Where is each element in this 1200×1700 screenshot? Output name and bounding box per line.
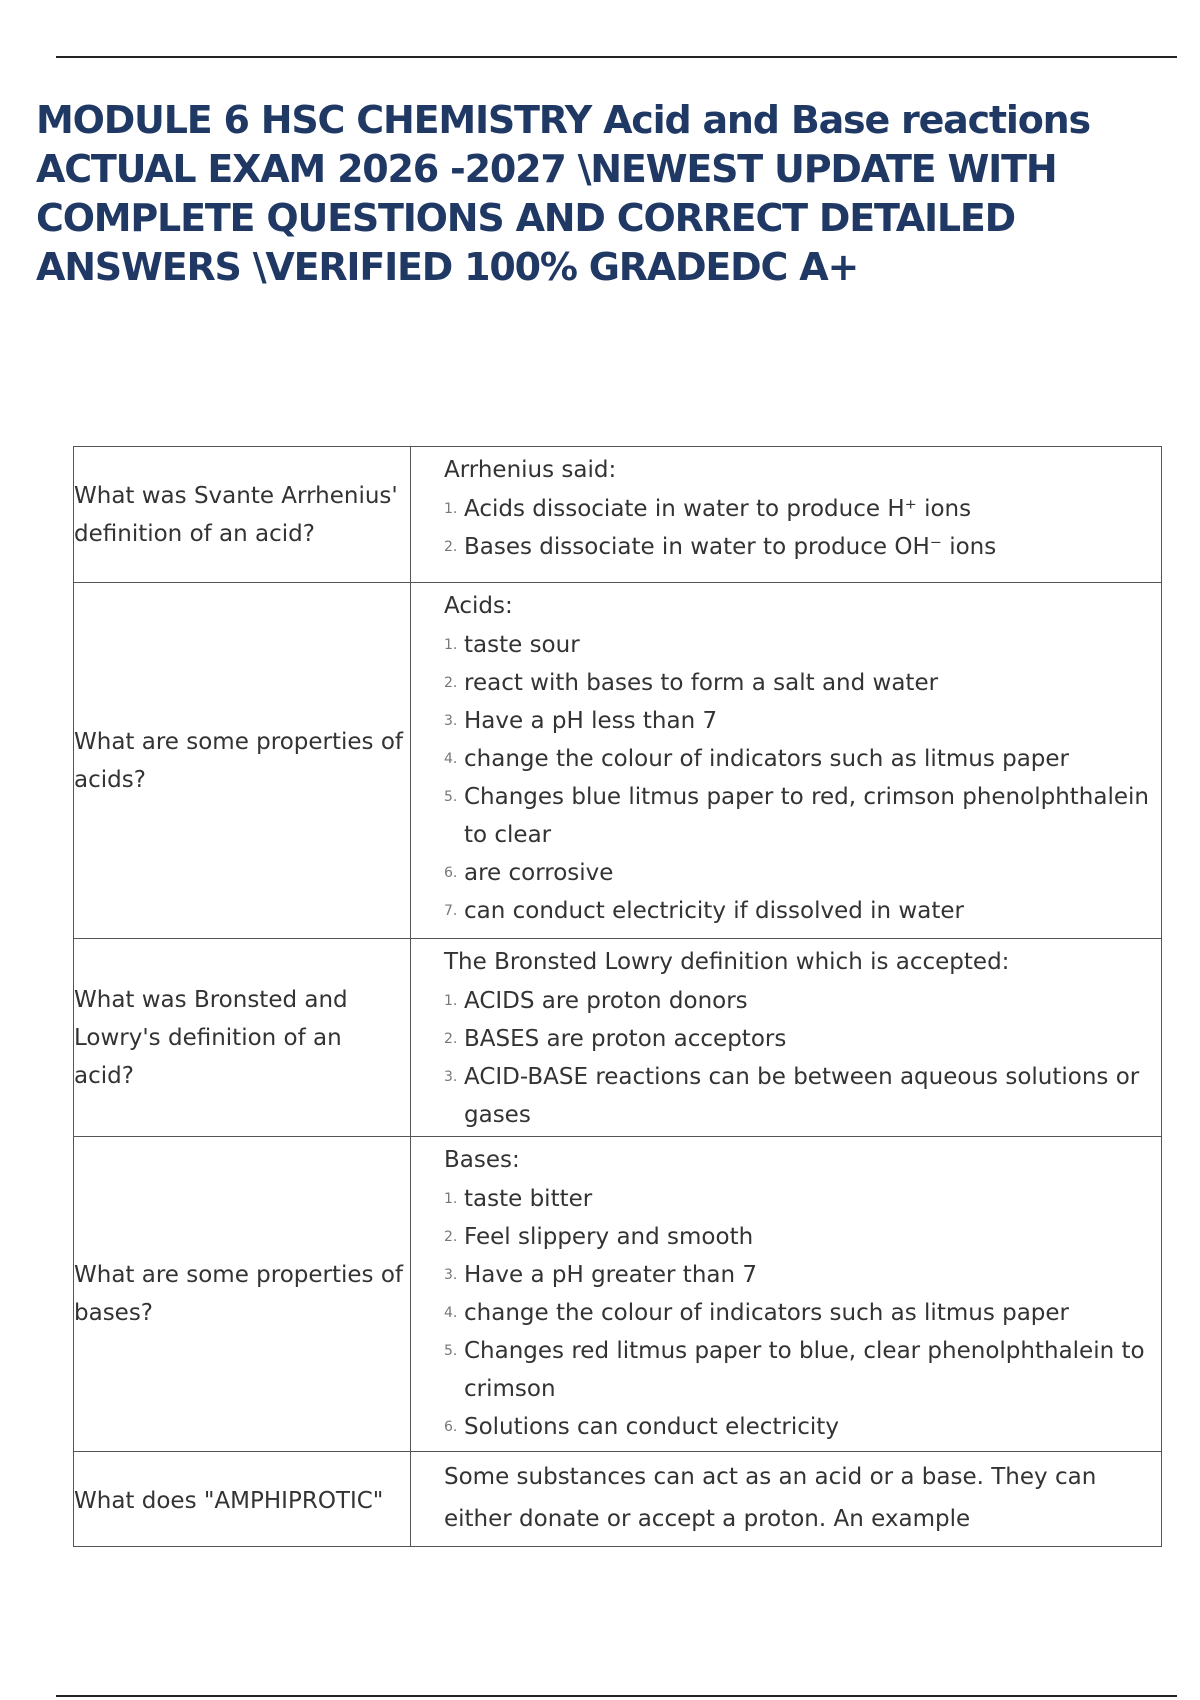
list-text: change the colour of indicators such as litmus paper bbox=[464, 1300, 1070, 1326]
list-text: Feel slippery and smooth bbox=[464, 1224, 754, 1250]
list-item bbox=[444, 740, 1157, 778]
list-item bbox=[444, 626, 1157, 664]
list-text: BASES are proton acceptors bbox=[464, 1026, 787, 1052]
list-item bbox=[444, 1294, 1157, 1332]
list-number: 2. bbox=[444, 1229, 458, 1245]
list-item bbox=[444, 982, 1157, 1020]
question-text: What are some properties of bases? bbox=[74, 1262, 404, 1326]
answer-intro: Arrhenius said: bbox=[444, 457, 617, 483]
list-item bbox=[444, 854, 1157, 892]
list-item bbox=[444, 1218, 1157, 1256]
list-item bbox=[444, 702, 1157, 740]
list-text: taste bitter bbox=[464, 1186, 593, 1212]
bottom-rule bbox=[56, 1695, 1177, 1697]
list-text: Bases dissociate in water to produce OH⁻ ions bbox=[464, 534, 997, 560]
list-item bbox=[444, 1256, 1157, 1294]
question-cell bbox=[74, 583, 411, 939]
answer-cell bbox=[411, 939, 1162, 1137]
list-item bbox=[444, 778, 1157, 854]
list-item bbox=[444, 1058, 1157, 1134]
list-item bbox=[444, 1332, 1157, 1408]
question-text: What does "AMPHIPROTIC" bbox=[74, 1488, 384, 1514]
list-number: 4. bbox=[444, 751, 458, 767]
list-number: 2. bbox=[444, 675, 458, 691]
answer-list bbox=[444, 1180, 1157, 1446]
answer-intro: Acids: bbox=[444, 593, 513, 619]
list-text: Acids dissociate in water to produce H⁺ ions bbox=[464, 496, 972, 522]
answer-list bbox=[444, 982, 1157, 1134]
list-number: 6. bbox=[444, 1419, 458, 1435]
list-number: 2. bbox=[444, 539, 458, 555]
list-number: 6. bbox=[444, 865, 458, 881]
list-item bbox=[444, 528, 1157, 566]
list-text: Changes blue litmus paper to red, crimson phenolphthalein to clear bbox=[464, 784, 1149, 848]
list-number: 4. bbox=[444, 1305, 458, 1321]
answer-cell bbox=[411, 583, 1162, 939]
list-text: ACID-BASE reactions can be between aqueous solutions or gases bbox=[464, 1064, 1140, 1128]
answer-intro: The Bronsted Lowry definition which is accepted: bbox=[444, 949, 1010, 975]
list-text: are corrosive bbox=[464, 860, 614, 886]
list-number: 2. bbox=[444, 1031, 458, 1047]
list-text: taste sour bbox=[464, 632, 580, 658]
list-item bbox=[444, 1180, 1157, 1218]
list-text: change the colour of indicators such as litmus paper bbox=[464, 746, 1070, 772]
document-title: MODULE 6 HSC CHEMISTRY Acid and Base reactions ACTUAL EXAM 2026 -2027 \NEWEST UPDATE WITH COMPLETE QUESTIONS AND CORRECT DETAILED ANSWERS \VERIFIED 100% GRADEDC A+ bbox=[36, 98, 1090, 289]
list-text: Have a pH greater than 7 bbox=[464, 1262, 758, 1288]
answer-cell bbox=[411, 1452, 1162, 1547]
list-text: Solutions can conduct electricity bbox=[464, 1414, 839, 1440]
list-number: 3. bbox=[444, 1267, 458, 1283]
answer-list bbox=[444, 490, 1157, 566]
list-number: 1. bbox=[444, 1191, 458, 1207]
list-text: ACIDS are proton donors bbox=[464, 988, 748, 1014]
table-row bbox=[74, 447, 1162, 583]
top-rule bbox=[56, 56, 1177, 58]
list-text: Have a pH less than 7 bbox=[464, 708, 718, 734]
list-item bbox=[444, 490, 1157, 528]
list-number: 1. bbox=[444, 637, 458, 653]
table-row bbox=[74, 1452, 1162, 1547]
answer-list bbox=[444, 626, 1157, 930]
question-text: What was Svante Arrhenius' definition of an acid? bbox=[74, 482, 398, 547]
list-item bbox=[444, 664, 1157, 702]
list-number: 1. bbox=[444, 501, 458, 517]
list-number: 5. bbox=[444, 789, 458, 805]
question-cell bbox=[74, 447, 411, 583]
list-item bbox=[444, 892, 1157, 930]
qa-table bbox=[73, 446, 1162, 1547]
table-row bbox=[74, 583, 1162, 939]
question-text: What are some properties of acids? bbox=[74, 728, 404, 793]
table-row bbox=[74, 1137, 1162, 1452]
list-number: 3. bbox=[444, 1069, 458, 1085]
list-item bbox=[444, 1408, 1157, 1446]
list-text: react with bases to form a salt and water bbox=[464, 670, 939, 696]
question-cell bbox=[74, 939, 411, 1137]
list-number: 5. bbox=[444, 1343, 458, 1359]
list-number: 1. bbox=[444, 993, 458, 1009]
list-item bbox=[444, 1020, 1157, 1058]
table-row bbox=[74, 939, 1162, 1137]
question-cell bbox=[74, 1452, 411, 1547]
question-cell bbox=[74, 1137, 411, 1452]
list-text: Changes red litmus paper to blue, clear phenolphthalein to crimson bbox=[464, 1338, 1145, 1402]
list-number: 3. bbox=[444, 713, 458, 729]
question-text: What was Bronsted and Lowry's definition of an acid? bbox=[74, 986, 348, 1089]
list-text: can conduct electricity if dissolved in water bbox=[464, 898, 964, 924]
answer-intro: Some substances can act as an acid or a base. They can either donate or accept a proton. An example bbox=[444, 1464, 1097, 1532]
answer-intro: Bases: bbox=[444, 1147, 520, 1173]
answer-cell bbox=[411, 1137, 1162, 1452]
list-number: 7. bbox=[444, 903, 458, 919]
answer-cell bbox=[411, 447, 1162, 583]
